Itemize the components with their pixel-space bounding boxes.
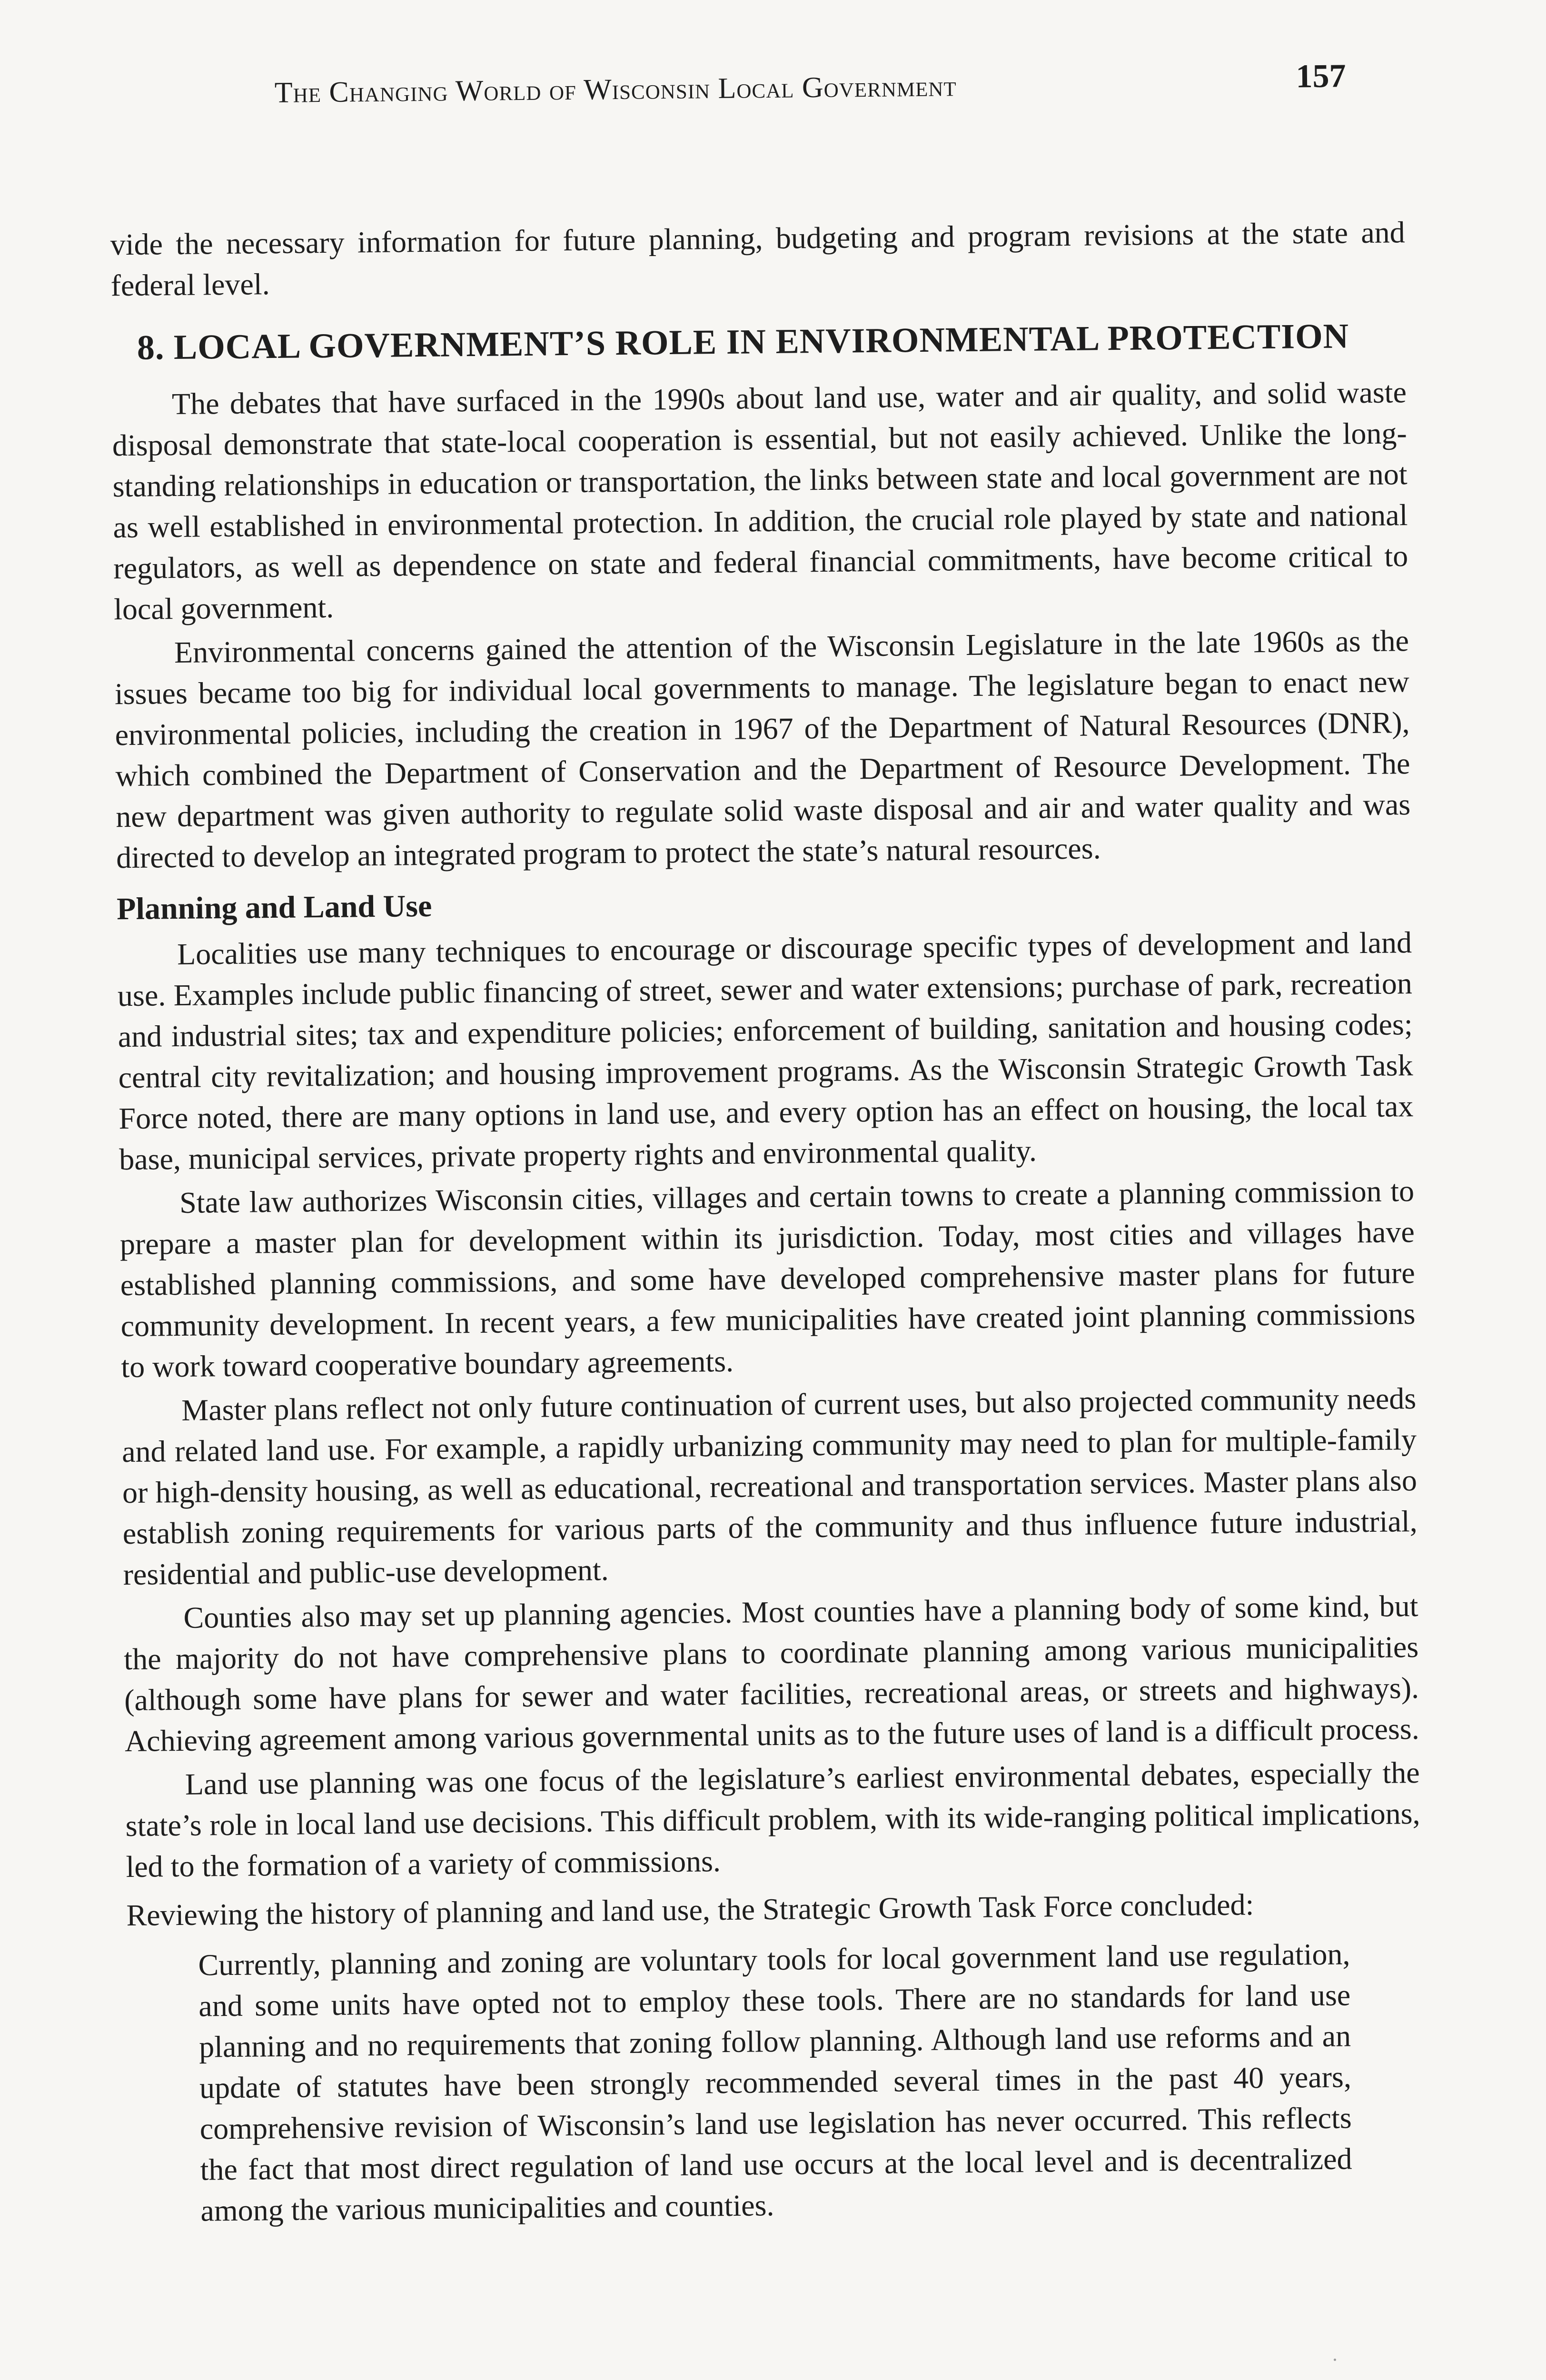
page-body [110,212,1424,2232]
body-paragraph: Master plans reflect not only future continuation of current uses, but also projected community needs and related land use. For example, a rapidly urbanizing community may need to plan for multiple-family or high-density housing, as well as educational, recreational and transportation services. Master plans also establish zoning requirements for various parts of the community and thus influence future industrial, residential and public-use development. [121,1381,1418,1592]
page-number: 157 [1296,58,1346,95]
body-paragraph: Localities use many techniques to encourage or discourage specific types of development and land use. Examples include public financing of street, sewer and water extensions; purchase of park, recreation and industrial sites; tax and expenditure policies; enforcement of building, sanitation and housing codes; central city revitalization; and housing improvement programs. As the Wisconsin Strategic Growth Task Force noted, there are many options in land use, and every option has an effect on housing, the local tax base, municipal services, private property rights and environmental quality. [117,925,1414,1177]
running-head: The Changing World of Wisconsin Local Government [274,70,957,109]
quote-intro: Reviewing the history of planning and land use, the Strategic Growth Task Force concluded: [126,1887,1254,1933]
body-paragraph: Land use planning was one focus of the legislature’s earliest environmental debates, especially the state’s role in local land use decisions. This difficult problem, with its wide-ranging political implications, led to the formation of a variety of commissions. [125,1755,1420,1884]
body-paragraph: State law authorizes Wisconsin cities, villages and certain towns to create a planning commission to prepare a master plan for development within its jurisdiction. Today, most cities and villages have established planning commissions, and some have developed comprehensive master plans for future community development. In recent years, a few municipalities have created joint planning commissions to work toward cooperative boundary agreements. [119,1174,1416,1384]
body-paragraph: The debates that have surfaced in the 1990s about land use, water and air quality, and solid waste disposal demonstrate that state-local cooperation is essential, but not easily achieved. Unlike the long-standing relationships in education or transportation, the links between state and local government are not as well established in environmental protection. In addition, the crucial role played by state and national regulators, as well as dependence on state and federal financial commitments, have become critical to local government. [112,375,1408,626]
body-paragraph: Counties also may set up planning agencies. Most counties have a planning body of some kind, but the majority do not have comprehensive plans to coordinate planning among various municipalities (although some have plans for sewer and water facilities, recreational areas, or streets and highways). Achieving agreement among various governmental units as to the future uses of land is a difficult process. [124,1589,1420,1758]
continued-paragraph: vide the necessary information for future planning, budgeting and program revisions at the state and federal level. [110,215,1406,303]
body-paragraph: Environmental concerns gained the attention of the Wisconsin Legislature in the late 1960s as the issues became too big for individual local governments to manage. The legislature began to enact new environmental policies, including the creation in 1967 of the Department of Natural Resources (DNR), which combined the Department of Conservation and the Department of Resource Development. The new department was given authority to regulate solid waste disposal and air and water quality and was directed to develop an integrated program to protect the state’s natural resources. [114,624,1411,875]
block-quote: Currently, planning and zoning are voluntary tools for local government land use regulation, and some units have opted not to employ these tools. There are no standards for land use planning and no requirements that zoning follow planning. Although land use reforms and an update of statutes have been strongly recommended several times in the past 40 years, comprehensive revision of Wisconsin’s land use legislation has never occurred. This reflects the fact that most direct regulation of land use occurs at the local level and is decentralized among the various municipalities and counties. [198,1937,1352,2228]
section-heading: 8. LOCAL GOVERNMENT’S ROLE IN ENVIRONMENTAL PROTECTION [137,317,1349,367]
subheading-planning: Planning and Land Use [116,888,432,927]
scan-speck [1334,2359,1336,2361]
